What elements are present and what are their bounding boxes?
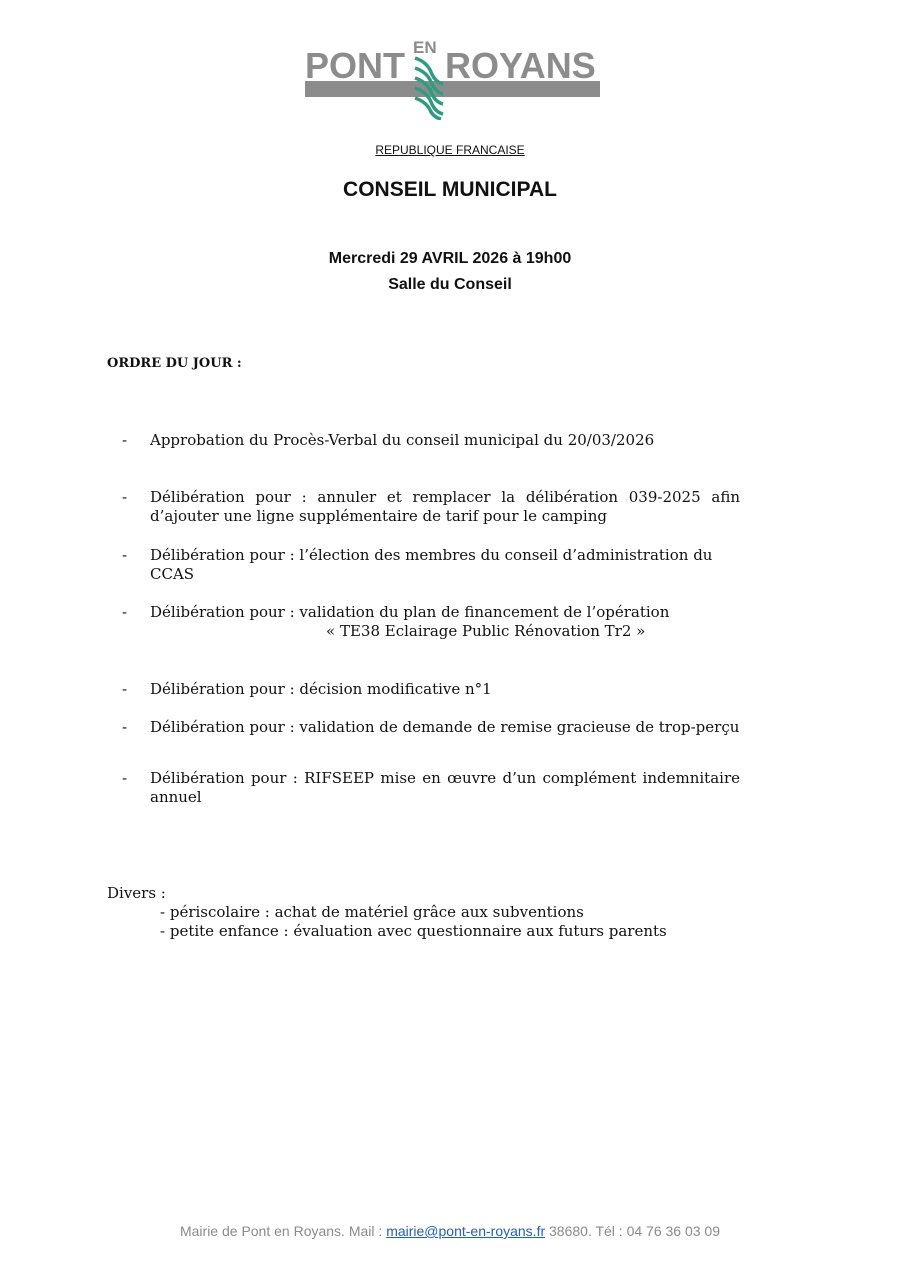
footer-suffix: 38680. Tél : 04 76 36 03 09: [545, 1223, 721, 1239]
agenda-item: Délibération pour : annuler et remplacer la délibération 039-2025 afin d’ajouter une ligne supplémentaire de tarif pour le camping: [150, 488, 740, 525]
pont-en-royans-logo: [305, 38, 600, 120]
agenda-item: Délibération pour : validation de demande de remise gracieuse de trop-perçu: [150, 718, 740, 736]
list-bullet: -: [122, 431, 128, 449]
divers-item: - périscolaire : achat de matériel grâce aux subventions: [160, 903, 584, 921]
agenda-item: Délibération pour : l’élection des membres du conseil d’administration du CCAS: [150, 546, 713, 583]
list-bullet: -: [122, 769, 128, 787]
list-bullet: -: [122, 718, 128, 736]
divers-heading: Divers :: [107, 884, 166, 902]
meeting-date: Mercredi 29 AVRIL 2026 à 19h00: [328, 250, 572, 267]
page-title: CONSEIL MUNICIPAL: [343, 178, 557, 201]
agenda-heading: ORDRE DU JOUR :: [107, 356, 242, 371]
logo-word-en: EN: [413, 38, 437, 57]
agenda-item: [150, 603, 740, 641]
logo-word-royans: ROYANS: [445, 45, 596, 86]
list-bullet: -: [122, 680, 128, 698]
list-bullet: -: [122, 546, 128, 564]
list-bullet: -: [122, 603, 128, 621]
divers-item: - petite enfance : évaluation avec questionnaire aux futurs parents: [160, 922, 667, 940]
operation-name: « TE38 Eclairage Public Rénovation Tr2 »: [326, 622, 646, 640]
footer-prefix: Mairie de Pont en Royans. Mail :: [179, 1223, 387, 1239]
meeting-place: Salle du Conseil: [388, 276, 512, 293]
agenda-item: Délibération pour : RIFSEEP mise en œuvre d’un complément indemnitaire annuel: [150, 769, 740, 806]
footer: [0, 1223, 900, 1239]
email-link[interactable]: mairie@pont-en-royans.fr: [386, 1223, 546, 1239]
agenda-item: Délibération pour : décision modificative n°1: [150, 680, 492, 698]
logo-word-pont: PONT: [305, 45, 406, 86]
agenda-item: Approbation du Procès-Verbal du conseil municipal du 20/03/2026: [150, 431, 655, 449]
republique-francaise: REPUBLIQUE FRANCAISE: [375, 143, 525, 157]
agenda-item-text: Délibération pour : validation du plan de financement de l’opération: [150, 603, 670, 621]
list-bullet: -: [122, 488, 128, 506]
